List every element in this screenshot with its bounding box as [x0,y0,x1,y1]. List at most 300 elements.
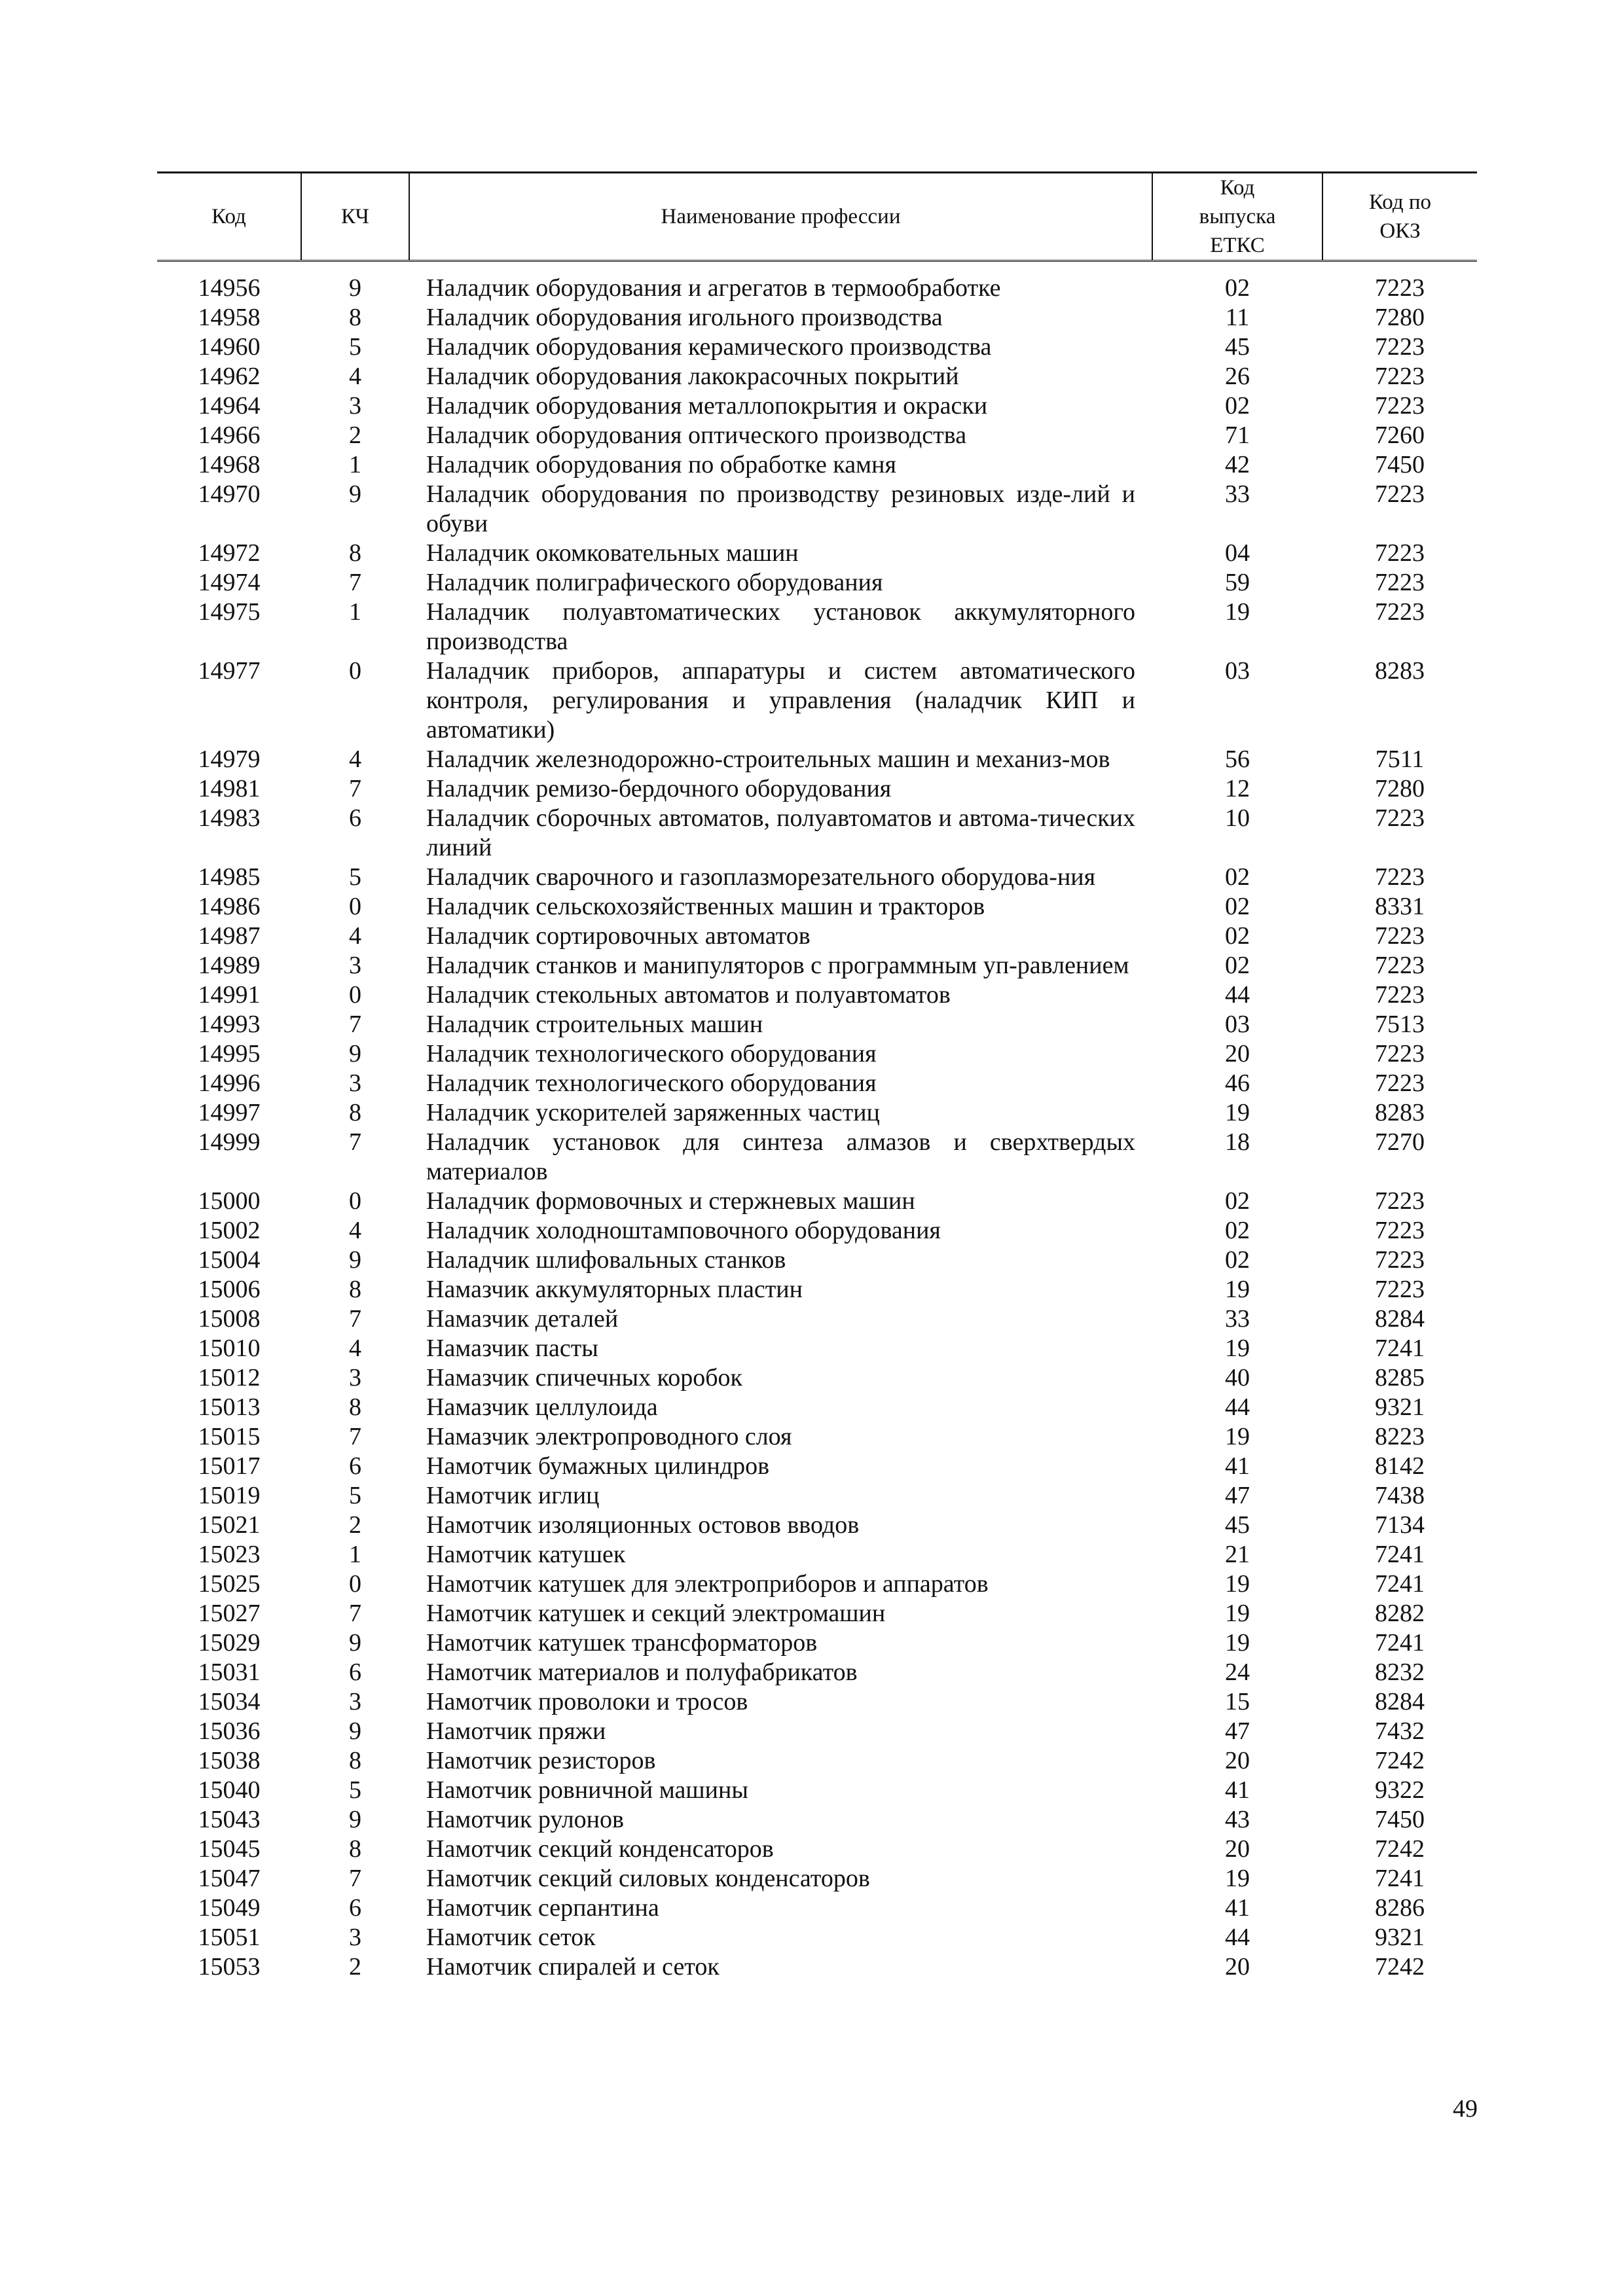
cell-code: 14966 [198,422,261,449]
cell-okz-code: 8282 [1375,1600,1425,1627]
cell-kch: 3 [349,1069,361,1097]
cell-code: 14989 [198,952,261,979]
cell-profession-name: Намотчик иглиц [426,1482,600,1509]
cell-etks-code: 44 [1225,981,1250,1009]
cell-okz-code: 7260 [1375,422,1425,449]
table-row [157,980,1477,1010]
cell-okz-code: 8283 [1375,1099,1425,1126]
cell-etks-code: 41 [1225,1776,1250,1804]
cell-etks-code: 11 [1225,304,1250,331]
table-row [157,1098,1477,1128]
cell-okz-code: 7223 [1375,981,1425,1009]
table-row [157,863,1477,892]
cell-etks-code: 41 [1225,1894,1250,1922]
cell-etks-code: 19 [1225,1600,1250,1627]
cell-profession-name: Наладчик строительных машин [426,1011,763,1038]
cell-profession-name: Наладчик формовочных и стержневых машин [426,1187,915,1215]
cell-kch: 8 [349,1393,361,1421]
cell-etks-code: 02 [1225,863,1250,891]
cell-okz-code: 8232 [1375,1659,1425,1686]
cell-code: 15043 [198,1806,261,1833]
table-row [157,274,1477,303]
cell-kch: 4 [349,363,361,390]
cell-etks-code: 33 [1225,480,1250,508]
cell-okz-code: 7223 [1375,1246,1425,1274]
cell-okz-code: 7134 [1375,1511,1425,1539]
cell-okz-code: 9322 [1375,1776,1425,1804]
cell-kch: 5 [349,333,361,361]
cell-profession-name: Наладчик оборудования лакокрасочных покрытий [426,363,959,390]
cell-okz-code: 8284 [1375,1688,1425,1715]
cell-code: 14977 [198,657,261,685]
table-row [157,1893,1477,1923]
cell-okz-code: 7223 [1375,569,1425,596]
cell-etks-code: 71 [1225,422,1250,449]
cell-etks-code: 02 [1225,392,1250,420]
cell-etks-code: 02 [1225,922,1250,950]
cell-profession-name: Намотчик секций силовых конденсаторов [426,1865,870,1892]
cell-profession-name: Намазчик пасты [426,1335,598,1362]
cell-profession-name: Наладчик оборудования оптического производства [426,422,967,449]
cell-etks-code: 02 [1225,1187,1250,1215]
cell-kch: 2 [349,422,361,449]
cell-code: 15021 [198,1511,261,1539]
cell-code: 14956 [198,274,261,302]
cell-okz-code: 7241 [1375,1570,1425,1598]
cell-code: 15013 [198,1393,261,1421]
cell-kch: 9 [349,1246,361,1274]
cell-kch: 6 [349,1894,361,1922]
cell-code: 15027 [198,1600,261,1627]
page-number: 49 [1453,2095,1478,2123]
cell-profession-name: Наладчик оборудования по производству резиновых изде-лий и обуви [426,480,1135,537]
cell-etks-code: 33 [1225,1305,1250,1333]
table-row [157,1923,1477,1952]
cell-okz-code: 7223 [1375,1217,1425,1244]
cell-etks-code: 45 [1225,1511,1250,1539]
cell-profession-name: Намотчик сеток [426,1924,596,1951]
cell-kch: 9 [349,274,361,302]
cell-etks-code: 26 [1225,363,1250,390]
cell-code: 14979 [198,745,261,773]
cell-okz-code: 8223 [1375,1423,1425,1450]
cell-kch: 7 [349,1423,361,1450]
cell-kch: 1 [349,451,361,478]
cell-etks-code: 21 [1225,1541,1250,1568]
cell-code: 15036 [198,1717,261,1745]
cell-profession-name: Наладчик технологического оборудования [426,1069,877,1097]
cell-etks-code: 19 [1225,598,1250,626]
table-row [157,1422,1477,1452]
cell-profession-name: Наладчик железнодорожно-строительных машин и механиз-мов [426,745,1110,773]
cell-kch: 9 [349,1717,361,1745]
cell-etks-code: 47 [1225,1482,1250,1509]
cell-etks-code: 56 [1225,745,1250,773]
cell-kch: 9 [349,1040,361,1067]
cell-code: 14960 [198,333,261,361]
table-row [157,332,1477,362]
table-row [157,1246,1477,1275]
cell-okz-code: 7241 [1375,1865,1425,1892]
cell-code: 14962 [198,363,261,390]
cell-okz-code: 7450 [1375,1806,1425,1833]
cell-profession-name: Намотчик ровничной машины [426,1776,748,1804]
cell-profession-name: Наладчик сельскохозяйственных машин и тракторов [426,893,985,920]
cell-okz-code: 7223 [1375,863,1425,891]
cell-okz-code: 7450 [1375,451,1425,478]
cell-etks-code: 02 [1225,274,1250,302]
cell-code: 15038 [198,1747,261,1774]
cell-okz-code: 7270 [1375,1128,1425,1156]
cell-code: 14993 [198,1011,261,1038]
cell-code: 15025 [198,1570,261,1598]
cell-code: 15006 [198,1276,261,1303]
cell-etks-code: 44 [1225,1393,1250,1421]
cell-kch: 6 [349,1659,361,1686]
cell-okz-code: 7223 [1375,333,1425,361]
cell-profession-name: Намазчик аккумуляторных пластин [426,1276,803,1303]
cell-kch: 4 [349,1217,361,1244]
cell-etks-code: 40 [1225,1364,1250,1391]
table-row [157,1746,1477,1776]
cell-code: 15045 [198,1835,261,1863]
cell-etks-code: 24 [1225,1659,1250,1686]
cell-profession-name: Наладчик сортировочных автоматов [426,922,811,950]
cell-kch: 3 [349,1364,361,1391]
table-row [157,1187,1477,1216]
cell-okz-code: 7223 [1375,804,1425,832]
cell-okz-code: 7223 [1375,480,1425,508]
cell-etks-code: 46 [1225,1069,1250,1097]
cell-okz-code: 7242 [1375,1747,1425,1774]
cell-etks-code: 20 [1225,1747,1250,1774]
cell-etks-code: 02 [1225,893,1250,920]
table-row [157,1599,1477,1628]
header-kch: КЧ [301,173,409,261]
header-name: Наименование профессии [409,173,1152,261]
cell-kch: 7 [349,569,361,596]
cell-profession-name: Намазчик целлулоида [426,1393,658,1421]
cell-okz-code: 8142 [1375,1452,1425,1480]
cell-profession-name: Наладчик ремизо-бердочного оборудования [426,775,892,802]
cell-code: 15017 [198,1452,261,1480]
cell-okz-code: 7242 [1375,1953,1425,1981]
cell-code: 15049 [198,1894,261,1922]
cell-etks-code: 20 [1225,1835,1250,1863]
cell-kch: 8 [349,1747,361,1774]
cell-okz-code: 7280 [1375,304,1425,331]
table-row [157,1570,1477,1599]
cell-okz-code: 7280 [1375,775,1425,802]
cell-code: 15051 [198,1924,261,1951]
cell-code: 14995 [198,1040,261,1067]
cell-kch: 5 [349,863,361,891]
cell-okz-code: 8285 [1375,1364,1425,1391]
cell-kch: 0 [349,1570,361,1598]
cell-code: 14983 [198,804,261,832]
cell-profession-name: Наладчик сборочных автоматов, полуавтоматов и автома-тических линий [426,804,1135,861]
table-row [157,303,1477,332]
table-row [157,1039,1477,1069]
cell-etks-code: 44 [1225,1924,1250,1951]
cell-code: 15031 [198,1659,261,1686]
cell-okz-code: 7432 [1375,1717,1425,1745]
table-row [157,1717,1477,1746]
cell-kch: 4 [349,745,361,773]
cell-etks-code: 19 [1225,1570,1250,1598]
table-row [157,1835,1477,1864]
cell-etks-code: 02 [1225,952,1250,979]
cell-kch: 0 [349,893,361,920]
cell-code: 14972 [198,539,261,567]
cell-kch: 0 [349,1187,361,1215]
table-row [157,656,1477,745]
cell-okz-code: 7223 [1375,952,1425,979]
cell-profession-name: Наладчик окомковательных машин [426,539,799,567]
cell-profession-name: Наладчик оборудования по обработке камня [426,451,896,478]
table-row [157,1805,1477,1835]
header-etks-label: Код выпуска ЕТКС [1199,176,1276,257]
cell-kch: 7 [349,1128,361,1156]
cell-etks-code: 45 [1225,333,1250,361]
cell-profession-name: Наладчик станков и манипуляторов с программным уп-равлением [426,952,1129,979]
table-row [157,1687,1477,1717]
cell-profession-name: Намотчик катушек трансформаторов [426,1629,818,1657]
table-row [157,1658,1477,1687]
cell-okz-code: 8331 [1375,893,1425,920]
table-row [157,951,1477,980]
table-row [157,745,1477,774]
cell-etks-code: 12 [1225,775,1250,802]
cell-etks-code: 04 [1225,539,1250,567]
cell-kch: 3 [349,392,361,420]
cell-etks-code: 19 [1225,1335,1250,1362]
cell-profession-name: Наладчик оборудования и агрегатов в термообработке [426,274,1001,302]
cell-okz-code: 8286 [1375,1894,1425,1922]
cell-profession-name: Намотчик катушек [426,1541,626,1568]
cell-etks-code: 20 [1225,1040,1250,1067]
table-row [157,362,1477,391]
cell-profession-name: Наладчик полиграфического оборудования [426,569,883,596]
cell-etks-code: 02 [1225,1246,1250,1274]
cell-etks-code: 19 [1225,1276,1250,1303]
table-row [157,1628,1477,1658]
cell-code: 15034 [198,1688,261,1715]
table-row [157,1393,1477,1422]
professions-table-sheet [157,171,1477,1982]
cell-code: 14964 [198,392,261,420]
cell-kch: 6 [349,1452,361,1480]
cell-etks-code: 42 [1225,451,1250,478]
cell-kch: 3 [349,952,361,979]
cell-etks-code: 03 [1225,657,1250,685]
cell-profession-name: Наладчик оборудования керамического производства [426,333,992,361]
cell-code: 15053 [198,1953,261,1981]
cell-profession-name: Намотчик бумажных цилиндров [426,1452,770,1480]
cell-code: 14958 [198,304,261,331]
cell-code: 14974 [198,569,261,596]
cell-okz-code: 9321 [1375,1924,1425,1951]
table-row [157,391,1477,421]
cell-okz-code: 7223 [1375,363,1425,390]
cell-profession-name: Намотчик изоляционных остовов вводов [426,1511,860,1539]
cell-kch: 1 [349,598,361,626]
cell-etks-code: 47 [1225,1717,1250,1745]
cell-kch: 4 [349,1335,361,1362]
professions-table [157,171,1477,1982]
cell-kch: 7 [349,775,361,802]
cell-code: 14999 [198,1128,261,1156]
cell-kch: 7 [349,1600,361,1627]
cell-okz-code: 7223 [1375,1187,1425,1215]
table-row [157,1511,1477,1540]
table-row [157,1334,1477,1363]
table-row [157,1304,1477,1334]
table-row [157,450,1477,480]
table-row [157,568,1477,598]
cell-kch: 3 [349,1688,361,1715]
cell-code: 15047 [198,1865,261,1892]
cell-code: 14997 [198,1099,261,1126]
cell-kch: 8 [349,539,361,567]
header-etks [1152,173,1322,261]
table-row [157,598,1477,656]
cell-code: 15008 [198,1305,261,1333]
cell-etks-code: 43 [1225,1806,1250,1833]
table-row [157,1275,1477,1304]
table-row [157,1864,1477,1893]
table-row [157,1128,1477,1187]
cell-code: 15040 [198,1776,261,1804]
cell-profession-name: Наладчик стекольных автоматов и полуавтоматов [426,981,951,1009]
cell-etks-code: 10 [1225,804,1250,832]
table-row [157,804,1477,863]
cell-kch: 8 [349,1835,361,1863]
cell-etks-code: 02 [1225,1217,1250,1244]
cell-okz-code: 7513 [1375,1011,1425,1038]
cell-profession-name: Намотчик материалов и полуфабрикатов [426,1659,858,1686]
cell-kch: 8 [349,1276,361,1303]
cell-etks-code: 41 [1225,1452,1250,1480]
cell-profession-name: Намазчик электропроводного слоя [426,1423,792,1450]
cell-code: 14985 [198,863,261,891]
cell-okz-code: 7223 [1375,1276,1425,1303]
cell-profession-name: Наладчик полуавтоматических установок аккумуляторного производства [426,598,1135,655]
cell-profession-name: Наладчик шлифовальных станков [426,1246,786,1274]
cell-profession-name: Намазчик спичечных коробок [426,1364,742,1391]
cell-kch: 7 [349,1305,361,1333]
table-row [157,1010,1477,1039]
cell-kch: 4 [349,922,361,950]
table-row [157,1776,1477,1805]
cell-okz-code: 7438 [1375,1482,1425,1509]
cell-profession-name: Намотчик катушек для электроприборов и аппаратов [426,1570,989,1598]
cell-code: 15019 [198,1482,261,1509]
table-row [157,922,1477,951]
cell-profession-name: Наладчик ускорителей заряженных частиц [426,1099,880,1126]
cell-profession-name: Намотчик проволоки и тросов [426,1688,748,1715]
cell-profession-name: Намотчик секций конденсаторов [426,1835,774,1863]
cell-kch: 9 [349,480,361,508]
cell-code: 15000 [198,1187,261,1215]
cell-profession-name: Намотчик катушек и секций электромашин [426,1600,886,1627]
cell-okz-code: 7223 [1375,598,1425,626]
cell-okz-code: 8284 [1375,1305,1425,1333]
cell-kch: 1 [349,1541,361,1568]
cell-code: 15029 [198,1629,261,1657]
cell-kch: 8 [349,1099,361,1126]
cell-code: 14981 [198,775,261,802]
cell-okz-code: 7242 [1375,1835,1425,1863]
cell-okz-code: 7223 [1375,392,1425,420]
cell-profession-name: Наладчик оборудования металлопокрытия и окраски [426,392,988,420]
cell-kch: 7 [349,1865,361,1892]
table-row [157,774,1477,804]
cell-okz-code: 7223 [1375,539,1425,567]
cell-etks-code: 03 [1225,1011,1250,1038]
cell-okz-code: 7223 [1375,922,1425,950]
table-row [157,1481,1477,1511]
table-row [157,1540,1477,1570]
cell-profession-name: Намазчик деталей [426,1305,619,1333]
cell-code: 15010 [198,1335,261,1362]
cell-okz-code: 7223 [1375,274,1425,302]
cell-kch: 5 [349,1776,361,1804]
table-body [157,274,1477,1982]
cell-code: 15015 [198,1423,261,1450]
cell-etks-code: 19 [1225,1865,1250,1892]
cell-code: 15012 [198,1364,261,1391]
cell-etks-code: 19 [1225,1629,1250,1657]
cell-profession-name: Намотчик резисторов [426,1747,656,1774]
cell-etks-code: 19 [1225,1099,1250,1126]
cell-code: 14970 [198,480,261,508]
cell-kch: 8 [349,304,361,331]
cell-etks-code: 59 [1225,569,1250,596]
table-row [157,892,1477,922]
cell-kch: 3 [349,1924,361,1951]
cell-etks-code: 15 [1225,1688,1250,1715]
cell-code: 14968 [198,451,261,478]
cell-kch: 5 [349,1482,361,1509]
cell-okz-code: 7241 [1375,1335,1425,1362]
cell-okz-code: 7223 [1375,1069,1425,1097]
cell-kch: 0 [349,981,361,1009]
table-row [157,421,1477,450]
cell-profession-name: Наладчик оборудования игольного производства [426,304,943,331]
header-code: Код [157,173,301,261]
cell-profession-name: Намотчик спиралей и сеток [426,1953,720,1981]
cell-kch: 6 [349,804,361,832]
cell-etks-code: 18 [1225,1128,1250,1156]
cell-profession-name: Намотчик пряжи [426,1717,606,1745]
cell-profession-name: Наладчик технологического оборудования [426,1040,877,1067]
cell-code: 14986 [198,893,261,920]
table-row [157,1452,1477,1481]
cell-okz-code: 7511 [1375,745,1425,773]
header-okz [1322,173,1477,261]
cell-okz-code: 7223 [1375,1040,1425,1067]
table-row [157,1952,1477,1982]
cell-code: 14991 [198,981,261,1009]
cell-profession-name: Намотчик серпантина [426,1894,659,1922]
cell-code: 15023 [198,1541,261,1568]
header-okz-label: Код по ОКЗ [1368,190,1432,243]
cell-okz-code: 8283 [1375,657,1425,685]
table-row [157,1216,1477,1246]
cell-kch: 0 [349,657,361,685]
cell-kch: 2 [349,1511,361,1539]
